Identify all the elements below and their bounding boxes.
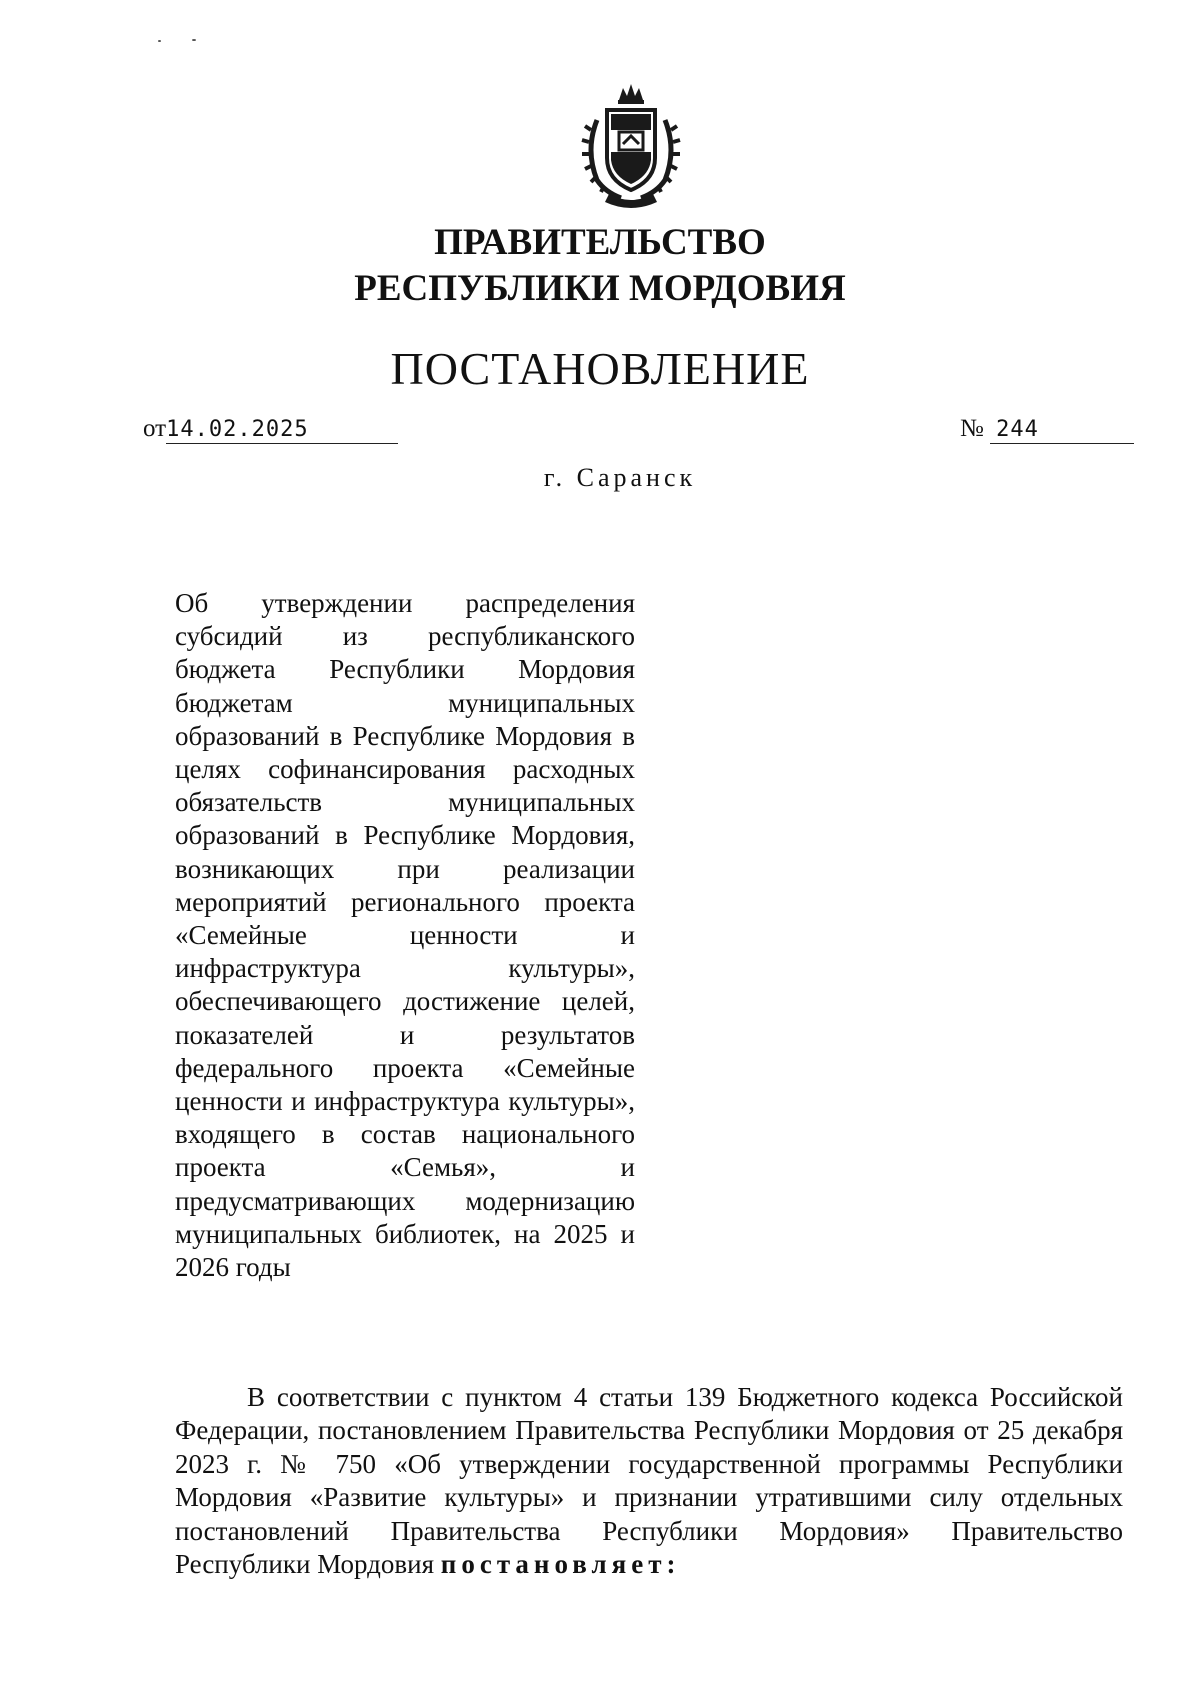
decree-word: постановляет:: [440, 1549, 681, 1580]
document-city: г. Саранск: [543, 463, 697, 492]
number-value: 244: [990, 417, 1134, 444]
document-date: [143, 415, 398, 444]
body-text: В соответствии с пунктом 4 статьи 139 Бюджетного кодекса Российской Федерации, постановлением Правительства Республики Мордовия от 25 декабря 2023 г. № 750 «Об утверждении государственной программы Республики Мордовия «Развитие культуры» и признании утратившими силу отдельных постановлений Правительства Республики Мордовия» Правительство Республики Мордовия: [175, 1382, 1123, 1580]
document-title: Об утверждении распределения субсидий из республиканского бюджета Республики Мордовия бюджетам муниципальных образований в Республике Мордовия в целях софинансирования расходных обязательств муниципальных образований в Республике Мордовия, возникающих при реализации мероприятий регионального проекта «Семейные ценности и инфраструктура культуры», обеспечивающего достижение целей, показателей и результатов федерального проекта «Семейные ценности и инфраструктура культуры», входящего в состав национального проекта «Семья», и предусматривающих модернизацию муниципальных библиотек, на 2025 и 2026 годы: [175, 588, 635, 1283]
organization-name-line1: ПРАВИТЕЛЬСТВО: [434, 222, 766, 263]
scan-speck: [158, 40, 161, 42]
number-prefix: №: [960, 415, 984, 442]
document-number: [960, 415, 1134, 444]
document-type: ПОСТАНОВЛЕНИЕ: [390, 343, 810, 394]
date-prefix: от: [143, 415, 167, 442]
organization-name: [0, 220, 1200, 312]
scan-speck: [192, 39, 196, 41]
organization-name-line2: РЕСПУБЛИКИ МОРДОВИЯ: [354, 268, 846, 309]
mordovia-coat-of-arms-icon: [575, 80, 687, 212]
document-body: [175, 1381, 1123, 1581]
date-value: 14.02.2025: [166, 417, 398, 444]
